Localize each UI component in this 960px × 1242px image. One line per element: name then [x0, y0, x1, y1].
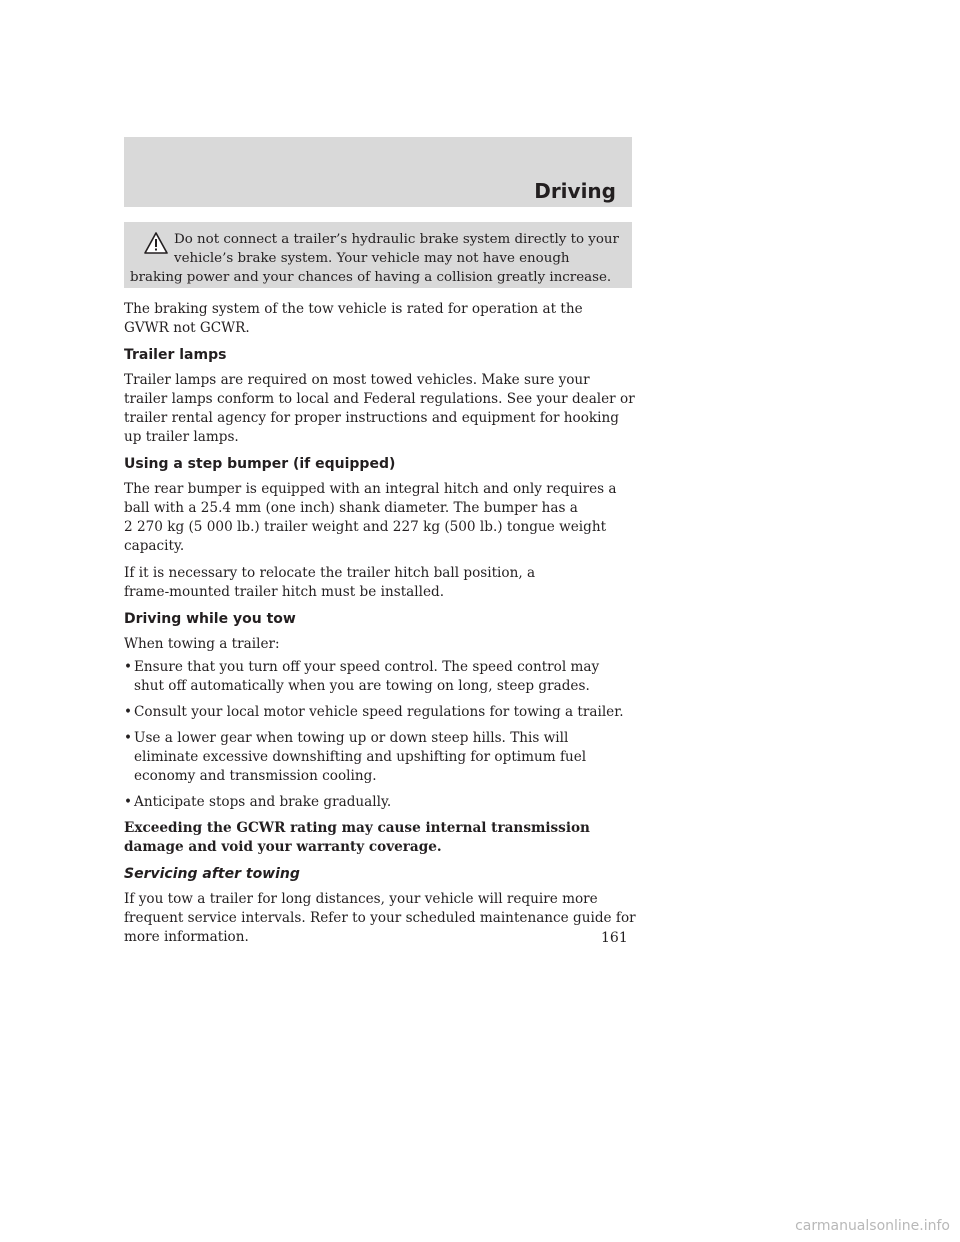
warning-text-line-2: vehicle’s brake system. Your vehicle may not have enough — [174, 251, 570, 266]
section-title: Driving — [534, 179, 616, 203]
step-bumper-paragraph-2: If it is necessary to relocate the trailer hitch ball position, a frame-mounted trailer hitch must be installed. — [124, 565, 536, 600]
page-content — [124, 300, 636, 955]
warning-text-line-3: braking power and your chances of having a collision greatly increase. — [130, 270, 612, 285]
trailer-lamps-heading: Trailer lamps — [124, 347, 227, 363]
gcwr-warning-note: Exceeding the GCWR rating may cause internal transmission damage and void your warranty coverage. — [124, 820, 590, 855]
driving-tow-intro: When towing a trailer: — [124, 636, 280, 652]
bullet-dot: • — [124, 659, 133, 675]
bullet-item — [124, 703, 636, 722]
warning-text-line-1: Do not connect a trailer’s hydraulic brake system directly to your — [174, 232, 619, 247]
bullet-item — [124, 658, 636, 696]
bullet-text: Consult your local motor vehicle speed regulations for towing a trailer. — [134, 704, 624, 720]
bullet-text: Use a lower gear when towing up or down steep hills. This will eliminate excessive downshifting and upshifting for optimum fuel economy and transmission cooling. — [134, 730, 587, 784]
watermark: carmanualsonline.info — [795, 1218, 950, 1234]
bullet-item — [124, 729, 636, 786]
driving-tow-heading: Driving while you tow — [124, 611, 296, 627]
bullet-item — [124, 793, 636, 812]
step-bumper-heading: Using a step bumper (if equipped) — [124, 456, 396, 472]
section-header-band — [124, 137, 632, 207]
servicing-paragraph: If you tow a trailer for long distances, your vehicle will require more frequent service intervals. Refer to your scheduled maintenance guide for more information. — [124, 891, 636, 945]
bullet-dot: • — [124, 794, 133, 810]
bullet-text: Ensure that you turn off your speed control. The speed control may shut off automatically when you are towing on long, steep grades. — [134, 659, 600, 694]
page-number: 161 — [601, 930, 628, 946]
bullet-dot: • — [124, 730, 133, 746]
warning-box — [124, 222, 632, 288]
bullet-text: Anticipate stops and brake gradually. — [134, 794, 392, 810]
bullet-dot: • — [124, 704, 133, 720]
trailer-lamps-paragraph: Trailer lamps are required on most towed vehicles. Make sure your trailer lamps conform to local and Federal regulations. See your dealer or trailer rental agency for proper instructions and equipment for hooking up trailer lamps. — [124, 372, 635, 445]
intro-paragraph: The braking system of the tow vehicle is rated for operation at the GVWR not GCWR. — [124, 301, 583, 336]
step-bumper-paragraph-1: The rear bumper is equipped with an integral hitch and only requires a ball with a 25.4 mm (one inch) shank diameter. The bumper has a 2 270 kg (5 000 lb.) trailer weight and 227 kg (500 lb.) tongue weight capacity. — [124, 481, 617, 554]
servicing-heading: Servicing after towing — [124, 866, 300, 882]
warning-triangle-icon — [144, 232, 168, 254]
